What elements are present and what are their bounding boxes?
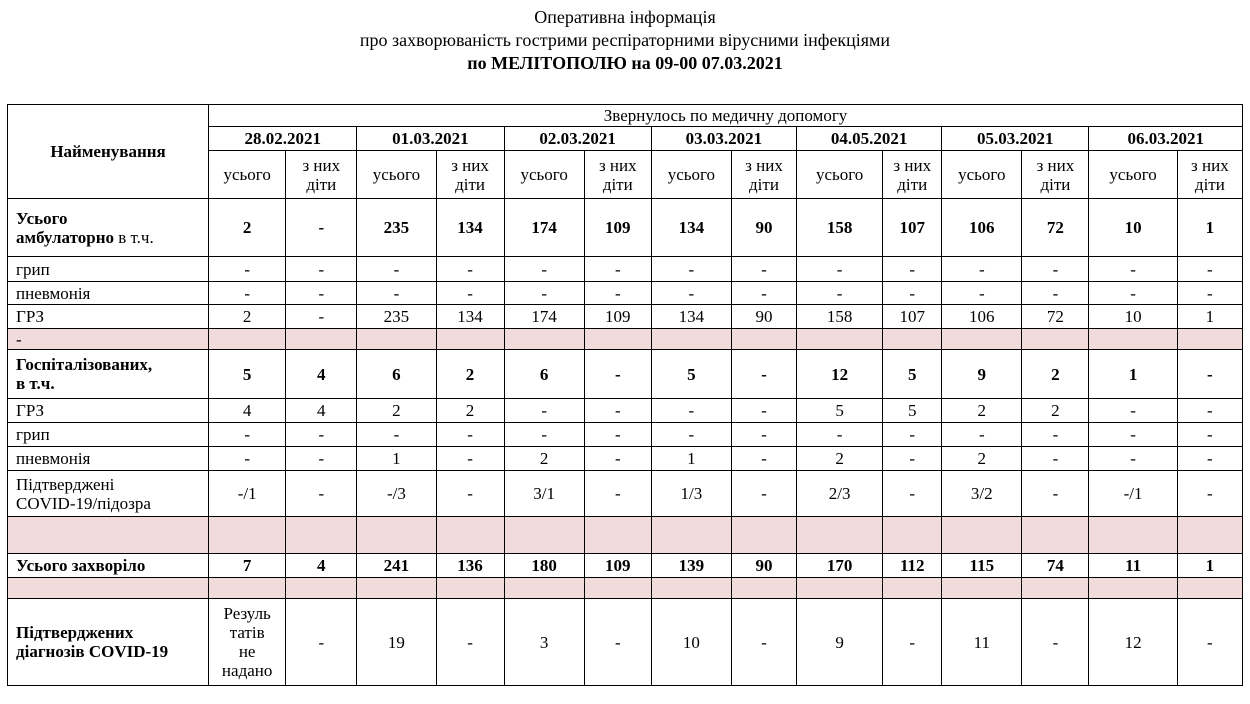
row-label: грип: [8, 257, 209, 282]
value-cell: -: [286, 199, 357, 257]
empty-cell: [796, 517, 882, 554]
value-cell: -: [436, 257, 504, 282]
subheader-total: усього: [1089, 151, 1177, 199]
value-cell: 4: [286, 554, 357, 578]
value-cell: -: [357, 257, 436, 282]
subheader-total: усього: [651, 151, 731, 199]
value-cell: -: [584, 599, 651, 686]
empty-cell: [209, 578, 286, 599]
value-cell: -: [357, 282, 436, 305]
row-total: [8, 554, 1243, 578]
subheader-children: з них діти: [1022, 151, 1089, 199]
value-cell: -: [209, 282, 286, 305]
row-label: Підтверджені COVID-19/підозра: [8, 471, 209, 517]
value-cell: 1: [1089, 350, 1177, 399]
value-cell: -: [651, 257, 731, 282]
row-label: ГРЗ: [8, 399, 209, 423]
empty-cell: [357, 578, 436, 599]
subheader-children: з них діти: [286, 151, 357, 199]
value-cell: 106: [942, 305, 1022, 329]
value-cell: -: [286, 599, 357, 686]
row-hosp-pneumonia: [8, 447, 1243, 471]
value-cell: -: [1022, 471, 1089, 517]
row-label: грип: [8, 423, 209, 447]
value-cell: -/1: [1089, 471, 1177, 517]
value-cell: 4: [286, 350, 357, 399]
row-label: [8, 517, 209, 554]
value-cell: 109: [584, 554, 651, 578]
value-cell: -: [1022, 257, 1089, 282]
value-cell: -: [942, 257, 1022, 282]
row-label: ГРЗ: [8, 305, 209, 329]
empty-cell: [796, 329, 882, 350]
empty-cell: [651, 329, 731, 350]
value-cell: 134: [436, 305, 504, 329]
value-cell: -: [1022, 447, 1089, 471]
empty-cell: [1089, 329, 1177, 350]
value-cell: 10: [651, 599, 731, 686]
value-cell: 10: [1089, 199, 1177, 257]
value-cell: -/1: [209, 471, 286, 517]
value-cell: 6: [357, 350, 436, 399]
value-cell: -: [286, 282, 357, 305]
value-cell: -: [286, 471, 357, 517]
value-cell: -: [504, 423, 584, 447]
results-not-provided-cell: Резуль татів не надано: [209, 599, 286, 686]
value-cell: 109: [584, 305, 651, 329]
value-cell: 11: [1089, 554, 1177, 578]
value-cell: 107: [883, 305, 942, 329]
value-cell: -: [732, 282, 797, 305]
value-cell: -: [732, 471, 797, 517]
value-cell: 2: [357, 399, 436, 423]
value-cell: -: [209, 257, 286, 282]
header-row-group: [8, 105, 1243, 127]
value-cell: -: [1089, 447, 1177, 471]
row-hosp-grz: [8, 399, 1243, 423]
value-cell: -: [796, 257, 882, 282]
value-cell: 1: [651, 447, 731, 471]
value-cell: 107: [883, 199, 942, 257]
value-cell: 5: [796, 399, 882, 423]
value-cell: 5: [883, 399, 942, 423]
value-cell: -: [1177, 257, 1242, 282]
value-cell: 2: [209, 305, 286, 329]
value-cell: 1: [1177, 305, 1242, 329]
value-cell: -: [584, 447, 651, 471]
value-cell: -: [1022, 282, 1089, 305]
value-cell: -: [436, 282, 504, 305]
value-cell: -: [1177, 447, 1242, 471]
value-cell: 7: [209, 554, 286, 578]
value-cell: 9: [796, 599, 882, 686]
value-cell: 72: [1022, 199, 1089, 257]
value-cell: -: [1177, 350, 1242, 399]
empty-cell: [436, 578, 504, 599]
value-cell: 74: [1022, 554, 1089, 578]
value-cell: 1: [1177, 554, 1242, 578]
value-cell: 2: [942, 399, 1022, 423]
empty-cell: [357, 517, 436, 554]
value-cell: 174: [504, 305, 584, 329]
value-cell: -: [1089, 399, 1177, 423]
value-cell: 2: [942, 447, 1022, 471]
value-cell: -: [1022, 423, 1089, 447]
value-cell: -: [436, 471, 504, 517]
empty-cell: [504, 329, 584, 350]
empty-cell: [942, 578, 1022, 599]
empty-cell: [1089, 578, 1177, 599]
date-header: 06.03.2021: [1089, 127, 1243, 151]
date-header: 01.03.2021: [357, 127, 504, 151]
empty-cell: [436, 329, 504, 350]
empty-cell: [732, 578, 797, 599]
value-cell: 2: [436, 399, 504, 423]
value-cell: -: [584, 350, 651, 399]
empty-cell: [1022, 329, 1089, 350]
empty-cell: [883, 329, 942, 350]
empty-cell: [1177, 517, 1242, 554]
row-label: Усього амбулаторно в т.ч.: [8, 199, 209, 257]
value-cell: -: [883, 471, 942, 517]
row-grz: [8, 305, 1243, 329]
value-cell: -: [1177, 599, 1242, 686]
empty-cell: [286, 517, 357, 554]
row-spacer-1: [8, 329, 1243, 350]
empty-cell: [436, 517, 504, 554]
subheader-children: з них діти: [883, 151, 942, 199]
value-cell: -: [1177, 282, 1242, 305]
value-cell: 134: [651, 199, 731, 257]
value-cell: -: [651, 282, 731, 305]
row-spacer-2: [8, 517, 1243, 554]
header-name-cell: Найменування: [8, 105, 209, 199]
value-cell: -: [584, 399, 651, 423]
value-cell: 158: [796, 305, 882, 329]
morbidity-table: [7, 104, 1243, 686]
value-cell: -: [1177, 423, 1242, 447]
value-cell: 180: [504, 554, 584, 578]
value-cell: -: [504, 399, 584, 423]
subheader-children: з них діти: [732, 151, 797, 199]
row-label: -: [8, 329, 209, 350]
date-header: 03.03.2021: [651, 127, 796, 151]
value-cell: -: [732, 399, 797, 423]
value-cell: 235: [357, 199, 436, 257]
subheader-children: з них діти: [1177, 151, 1242, 199]
value-cell: 106: [942, 199, 1022, 257]
value-cell: -: [436, 423, 504, 447]
value-cell: 2: [209, 199, 286, 257]
subheader-total: усього: [504, 151, 584, 199]
value-cell: -: [209, 447, 286, 471]
empty-cell: [942, 517, 1022, 554]
value-cell: 112: [883, 554, 942, 578]
document-title: [0, 6, 1250, 75]
empty-cell: [1022, 517, 1089, 554]
value-cell: -: [1022, 599, 1089, 686]
row-hospitalized: [8, 350, 1243, 399]
value-cell: 12: [796, 350, 882, 399]
value-cell: -: [883, 447, 942, 471]
value-cell: 2: [1022, 399, 1089, 423]
subheader-total: усього: [357, 151, 436, 199]
row-ambulatory: [8, 199, 1243, 257]
value-cell: -: [286, 257, 357, 282]
empty-cell: [209, 329, 286, 350]
value-cell: 10: [1089, 305, 1177, 329]
value-cell: 1/3: [651, 471, 731, 517]
empty-cell: [942, 329, 1022, 350]
title-line-1: Оперативна інформація: [534, 7, 716, 27]
value-cell: 4: [209, 399, 286, 423]
value-cell: 115: [942, 554, 1022, 578]
empty-cell: [732, 329, 797, 350]
date-header: 28.02.2021: [209, 127, 357, 151]
value-cell: -: [796, 423, 882, 447]
value-cell: -: [1177, 399, 1242, 423]
value-cell: -: [286, 423, 357, 447]
row-confirmed-covid: [8, 599, 1243, 686]
value-cell: 134: [651, 305, 731, 329]
value-cell: 1: [1177, 199, 1242, 257]
row-label: Усього захворіло: [8, 554, 209, 578]
value-cell: -: [286, 447, 357, 471]
value-cell: 1: [357, 447, 436, 471]
value-cell: 235: [357, 305, 436, 329]
empty-cell: [1177, 329, 1242, 350]
empty-cell: [584, 578, 651, 599]
value-cell: 2: [504, 447, 584, 471]
value-cell: 11: [942, 599, 1022, 686]
value-cell: 136: [436, 554, 504, 578]
title-line-2: про захворюваність гострими респіраторними вірусними інфекціями: [359, 30, 891, 50]
value-cell: 19: [357, 599, 436, 686]
value-cell: -: [732, 350, 797, 399]
date-header: 05.03.2021: [942, 127, 1089, 151]
value-cell: 4: [286, 399, 357, 423]
empty-cell: [357, 329, 436, 350]
empty-cell: [732, 517, 797, 554]
value-cell: 134: [436, 199, 504, 257]
value-cell: 109: [584, 199, 651, 257]
value-cell: 5: [209, 350, 286, 399]
row-label: [8, 578, 209, 599]
subheader-children: з них діти: [584, 151, 651, 199]
value-cell: 241: [357, 554, 436, 578]
subheader-total: усього: [942, 151, 1022, 199]
value-cell: 12: [1089, 599, 1177, 686]
value-cell: -: [651, 399, 731, 423]
value-cell: -: [883, 423, 942, 447]
value-cell: -: [732, 447, 797, 471]
value-cell: 3/1: [504, 471, 584, 517]
row-label: пневмонія: [8, 282, 209, 305]
row-covid: [8, 471, 1243, 517]
empty-cell: [286, 578, 357, 599]
empty-cell: [209, 517, 286, 554]
value-cell: 9: [942, 350, 1022, 399]
empty-cell: [1177, 578, 1242, 599]
empty-cell: [883, 517, 942, 554]
value-cell: 2: [796, 447, 882, 471]
empty-cell: [584, 329, 651, 350]
date-header: 02.03.2021: [504, 127, 651, 151]
value-cell: -: [883, 599, 942, 686]
value-cell: -: [504, 282, 584, 305]
value-cell: 170: [796, 554, 882, 578]
value-cell: -: [436, 447, 504, 471]
value-cell: -: [504, 257, 584, 282]
value-cell: -: [584, 282, 651, 305]
value-cell: -: [1177, 471, 1242, 517]
value-cell: -: [584, 471, 651, 517]
value-cell: 90: [732, 305, 797, 329]
empty-cell: [1089, 517, 1177, 554]
empty-cell: [504, 578, 584, 599]
value-cell: 90: [732, 554, 797, 578]
value-cell: -: [732, 257, 797, 282]
value-cell: 6: [504, 350, 584, 399]
value-cell: -: [883, 282, 942, 305]
value-cell: -: [584, 257, 651, 282]
empty-cell: [286, 329, 357, 350]
value-cell: -: [1089, 423, 1177, 447]
value-cell: 139: [651, 554, 731, 578]
row-label: Підтверджених діагнозів COVID-19: [8, 599, 209, 686]
value-cell: -: [732, 599, 797, 686]
value-cell: 158: [796, 199, 882, 257]
empty-cell: [883, 578, 942, 599]
empty-cell: [584, 517, 651, 554]
value-cell: -/3: [357, 471, 436, 517]
empty-cell: [1022, 578, 1089, 599]
value-cell: -: [357, 423, 436, 447]
date-header: 04.05.2021: [796, 127, 941, 151]
value-cell: -: [883, 257, 942, 282]
row-label: пневмонія: [8, 447, 209, 471]
value-cell: -: [1089, 257, 1177, 282]
value-cell: 90: [732, 199, 797, 257]
empty-cell: [504, 517, 584, 554]
header-group-cell: Звернулось по медичну допомогу: [209, 105, 1243, 127]
value-cell: 174: [504, 199, 584, 257]
value-cell: -: [1089, 282, 1177, 305]
value-cell: 2: [436, 350, 504, 399]
value-cell: -: [286, 305, 357, 329]
row-label: Госпіталізованих, в т.ч.: [8, 350, 209, 399]
value-cell: -: [732, 423, 797, 447]
value-cell: -: [651, 423, 731, 447]
row-flu: [8, 257, 1243, 282]
value-cell: 3/2: [942, 471, 1022, 517]
value-cell: 72: [1022, 305, 1089, 329]
value-cell: 3: [504, 599, 584, 686]
subheader-total: усього: [209, 151, 286, 199]
empty-cell: [651, 578, 731, 599]
row-hosp-flu: [8, 423, 1243, 447]
title-line-3: по МЕЛІТОПОЛЮ на 09-00 07.03.2021: [467, 53, 783, 73]
value-cell: -: [436, 599, 504, 686]
value-cell: -: [209, 423, 286, 447]
subheader-children: з них діти: [436, 151, 504, 199]
value-cell: -: [942, 423, 1022, 447]
value-cell: -: [584, 423, 651, 447]
value-cell: 5: [883, 350, 942, 399]
value-cell: 2: [1022, 350, 1089, 399]
subheader-total: усього: [796, 151, 882, 199]
row-pneumonia: [8, 282, 1243, 305]
value-cell: -: [942, 282, 1022, 305]
row-spacer-3: [8, 578, 1243, 599]
empty-cell: [796, 578, 882, 599]
value-cell: -: [796, 282, 882, 305]
value-cell: 2/3: [796, 471, 882, 517]
value-cell: 5: [651, 350, 731, 399]
empty-cell: [651, 517, 731, 554]
